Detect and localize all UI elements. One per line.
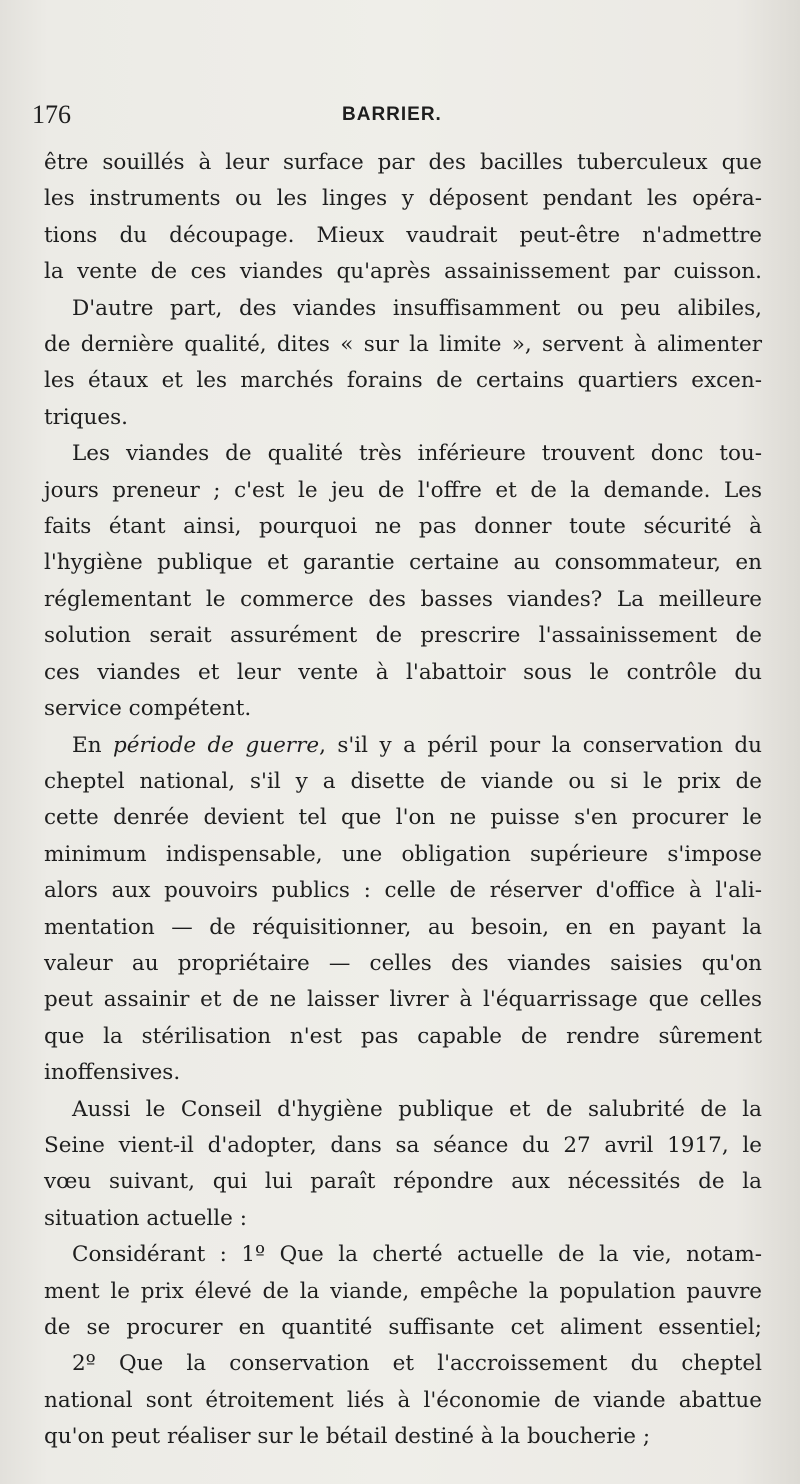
text-line: de dernière qualité, dites « sur la limite », servent à alimenter [44, 332, 762, 358]
text-line: tions du découpage. Mieux vaudrait peut-être n'admettre [44, 222, 762, 248]
text-line: peut assainir et de ne laisser livrer à l'équarrissage que celles [44, 987, 762, 1013]
running-head: BARRIER. [342, 104, 442, 125]
body-text [44, 145, 762, 1456]
paragraph-2 [44, 291, 762, 437]
text-line: les instruments ou les linges y déposent pendant les opéra- [44, 186, 762, 212]
text-line: Les viandes de qualité très inférieure trouvent donc tou- [72, 441, 762, 467]
text-line: solution serait assurément de prescrire l'assainissement de [44, 623, 762, 649]
paragraph-4 [44, 728, 762, 1092]
text-line: service compétent. [44, 696, 252, 722]
text-line [44, 728, 762, 764]
text-line: mentation — de réquisitionner, au besoin, en en payant la [44, 914, 762, 940]
text-line: Seine vient-il d'adopter, dans sa séance du 27 avril 1917, le [44, 1132, 762, 1158]
text-line: que la stérilisation n'est pas capable de rendre sûrement [44, 1023, 762, 1049]
text-line: réglementant le commerce des basses viandes? La meilleure [44, 586, 762, 612]
text-line: ment le prix élevé de la viande, empêche la population pauvre [44, 1278, 762, 1304]
text-line: triques. [44, 404, 128, 430]
text-line: cheptel national, s'il y a disette de viande ou si le prix de [44, 768, 762, 794]
text-line: national sont étroitement liés à l'économie de viande abattue [44, 1387, 762, 1413]
text-line: les étaux et les marchés forains de certains quartiers excen- [44, 368, 762, 394]
paragraph-1 [44, 145, 762, 291]
text-line: vœu suivant, qui lui paraît répondre aux nécessités de la [44, 1169, 762, 1195]
text-fragment: , s'il y a péril pour la conservation du [319, 732, 762, 758]
text-fragment: En [72, 732, 113, 758]
text-line: l'hygiène publique et garantie certaine au consommateur, en [44, 550, 762, 576]
paragraph-3 [44, 436, 762, 727]
text-line: situation actuelle : [44, 1205, 247, 1231]
paragraph-5 [44, 1092, 762, 1238]
text-line: ces viandes et leur vente à l'abattoir sous le contrôle du [44, 659, 762, 685]
text-line: 2º Que la conservation et l'accroissement du cheptel [72, 1351, 762, 1377]
paragraph-6 [44, 1237, 762, 1346]
text-line: D'autre part, des viandes insuffisamment ou peu alibiles, [72, 295, 762, 321]
text-line: cette denrée devient tel que l'on ne puisse s'en procurer le [44, 805, 762, 831]
text-line: jours preneur ; c'est le jeu de l'offre et de la demande. Les [44, 477, 762, 503]
text-line: alors aux pouvoirs publics : celle de réserver d'office à l'ali- [44, 878, 762, 904]
page-number: 176 [32, 100, 71, 129]
paragraph-7 [44, 1346, 762, 1455]
page-header [32, 100, 760, 134]
text-line: valeur au propriétaire — celles des viandes saisies qu'on [44, 950, 762, 976]
text-line: minimum indispensable, une obligation supérieure s'impose [44, 841, 762, 867]
text-line: de se procurer en quantité suffisante cet aliment essentiel; [44, 1315, 762, 1340]
text-line: inoffensives. [44, 1060, 181, 1086]
text-line: Aussi le Conseil d'hygiène publique et de salubrité de la [72, 1096, 762, 1122]
text-line: qu'on peut réaliser sur le bétail destiné à la boucherie ; [44, 1424, 651, 1450]
text-line: faits étant ainsi, pourquoi ne pas donner toute sécurité à [44, 514, 762, 540]
text-line: être souillés à leur surface par des bacilles tuberculeux que [44, 150, 762, 175]
italic-phrase: période de guerre [113, 732, 320, 758]
text-line: la vente de ces viandes qu'après assainissement par cuisson. [44, 259, 762, 285]
text-line: Considérant : 1º Que la cherté actuelle de la vie, notam- [72, 1242, 762, 1268]
